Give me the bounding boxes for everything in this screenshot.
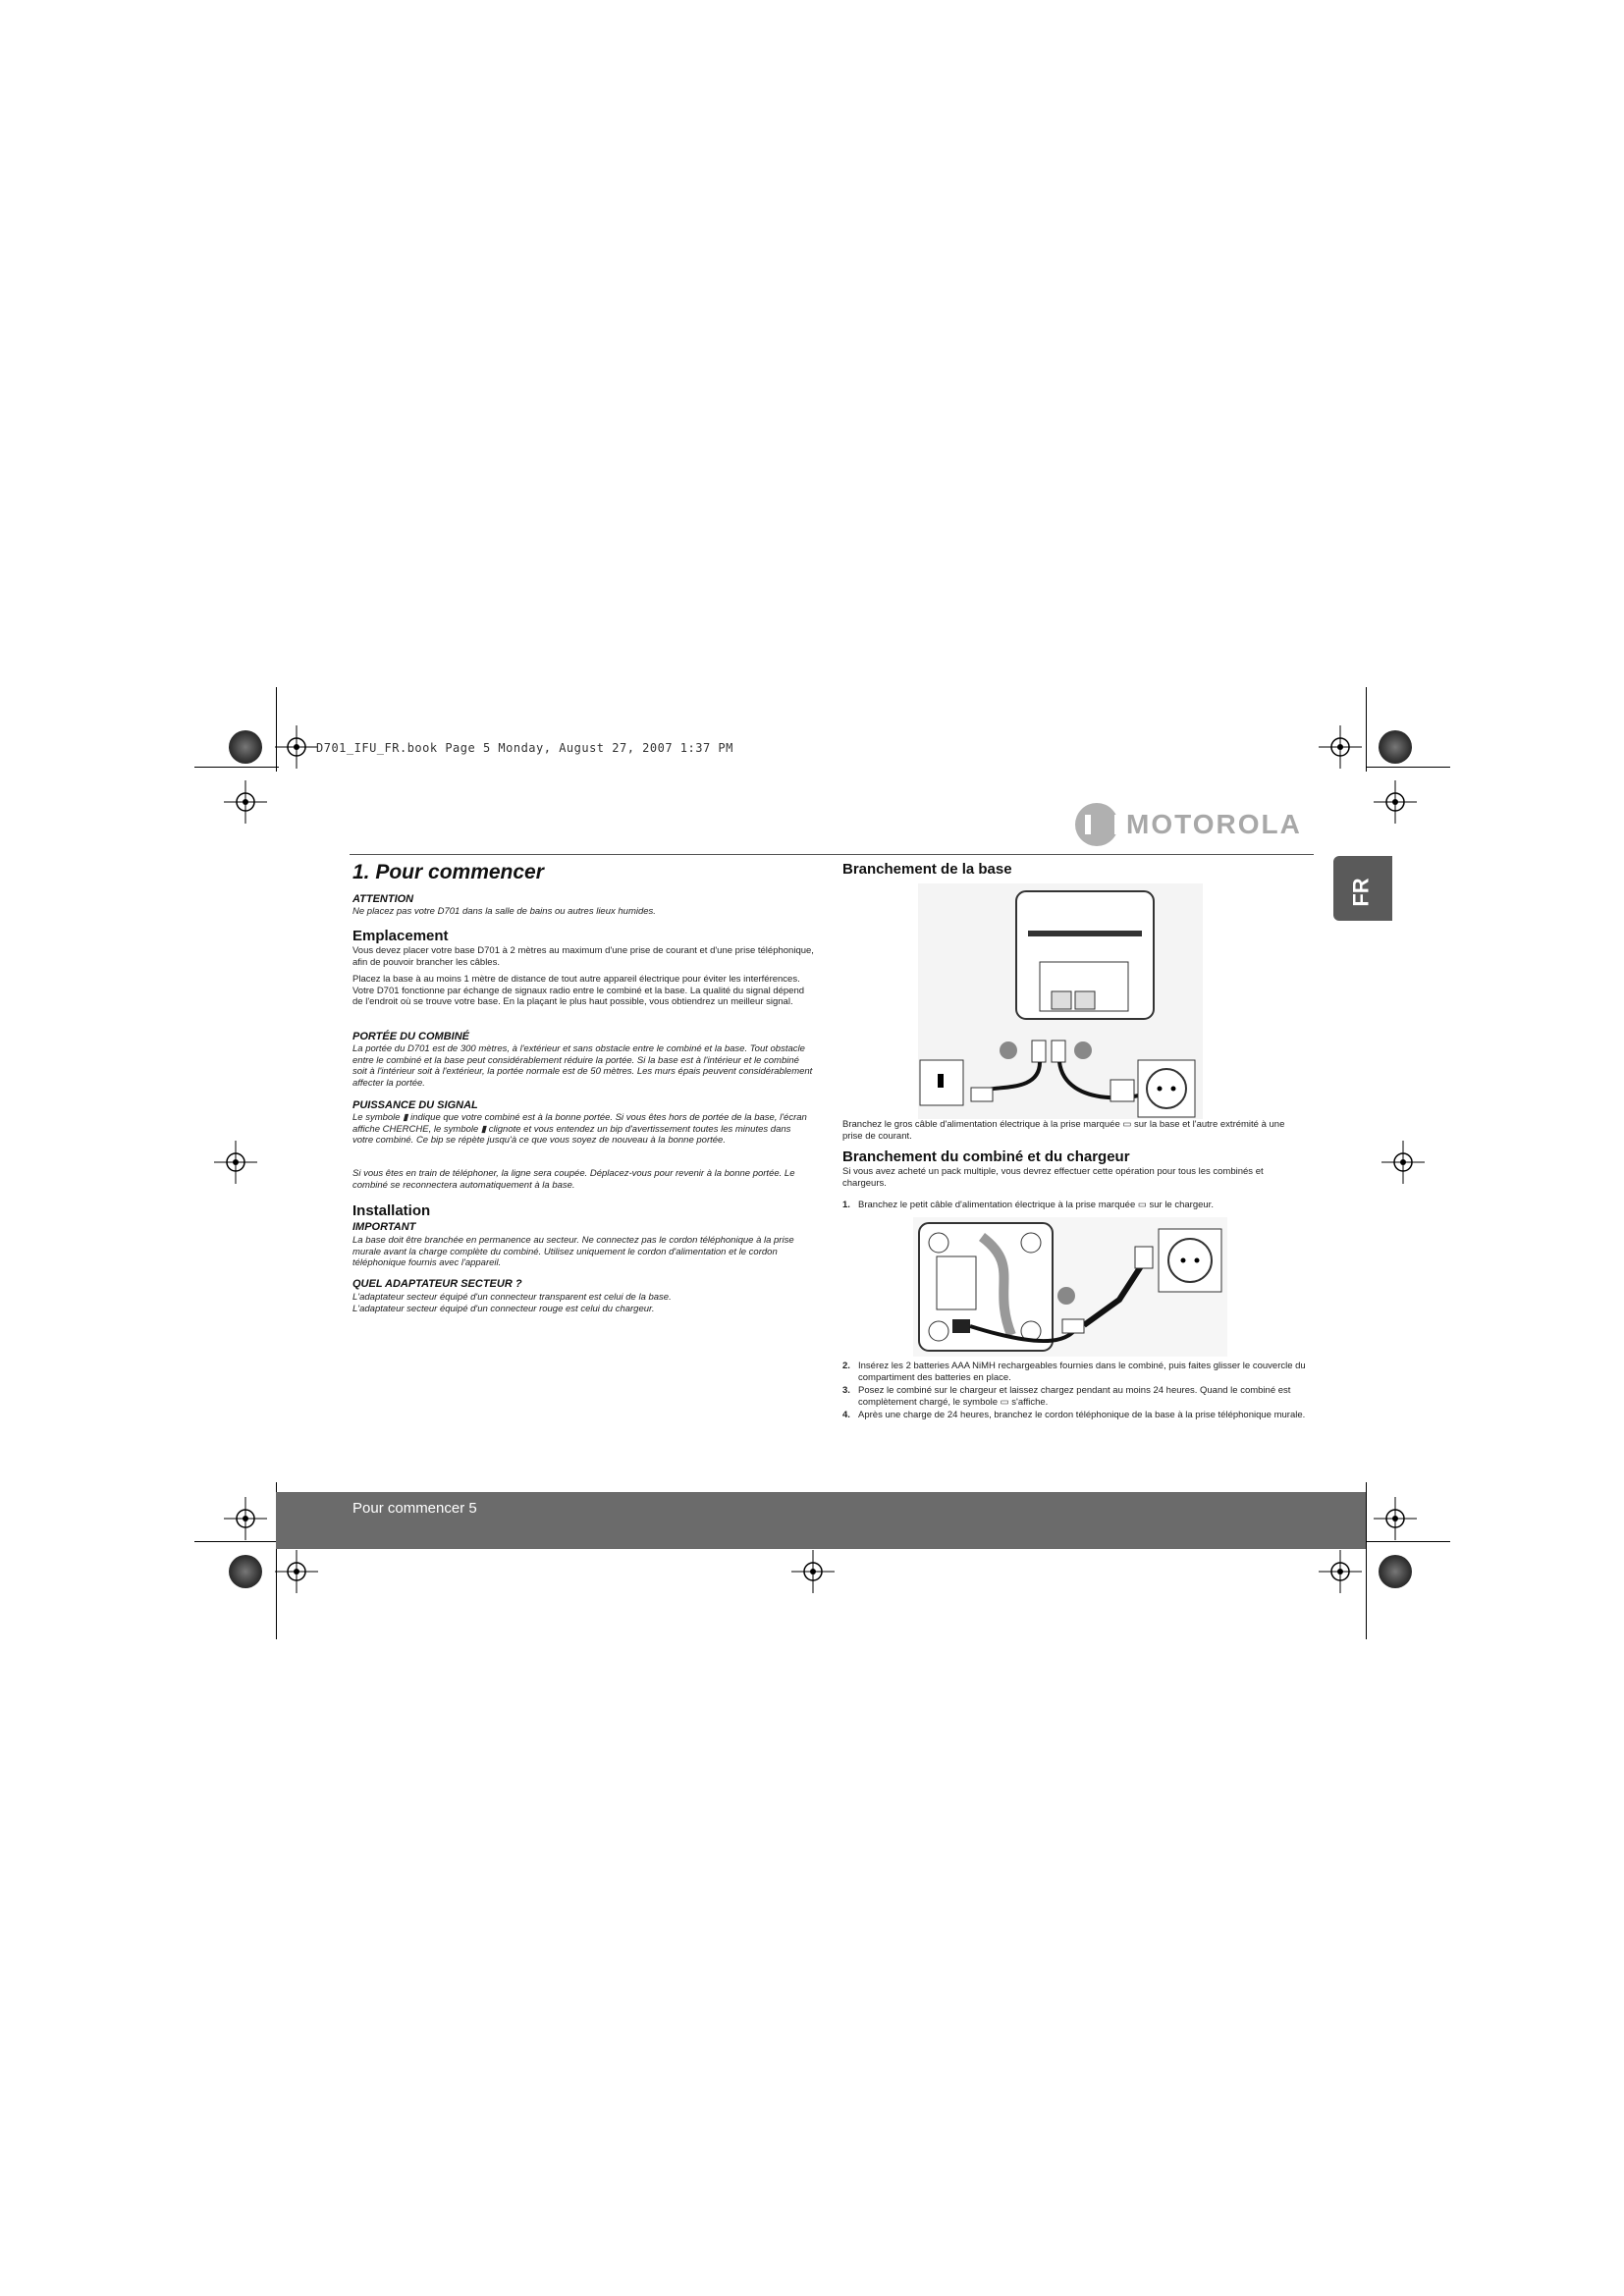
crop-mark: [1366, 1482, 1367, 1639]
registration-mark-icon: [224, 780, 267, 824]
step-number: 4.: [842, 1410, 850, 1420]
step-text: Après une charge de 24 heures, branchez le cordon téléphonique de la base à la prise téléphonique murale.: [858, 1410, 1306, 1420]
crop-mark: [1366, 1541, 1450, 1542]
important-heading: IMPORTANT: [352, 1221, 416, 1233]
emplacement-paragraph-2: Placez la base à au moins 1 mètre de distance de tout autre appareil électrique pour éviter les interférences. Votre D701 fonctionne par échange de signaux radio entre le combiné et la base. La qualité du signal dépend de l'endroit où se trouve votre base. En la plaçant le plus haut possible, vous obtiendrez un meilleur signal.: [352, 974, 805, 1007]
registration-disc: [1379, 730, 1412, 764]
charger-connection-illustration: [913, 1217, 1227, 1357]
attention-text: Ne placez pas votre D701 dans la salle de bains ou autres lieux humides.: [352, 906, 656, 917]
registration-mark-icon: [224, 1497, 267, 1540]
list-item: [842, 1200, 1314, 1211]
crop-mark: [194, 767, 279, 768]
step-text: Branchez le petit câble d'alimentation électrique à la prise marquée ▭ sur le chargeur.: [858, 1200, 1214, 1210]
emplacement-paragraph-1: Vous devez placer votre base D701 à 2 mètres au maximum d'une prise de courant et d'une prise téléphonique, afin de pouvoir brancher les câbles.: [352, 945, 814, 968]
registration-disc: [229, 1555, 262, 1588]
brand-logo: [1075, 803, 1302, 846]
adapter-heading: QUEL ADAPTATEUR SECTEUR ?: [352, 1278, 522, 1290]
step-number: 1.: [842, 1200, 850, 1210]
list-item: [842, 1361, 1314, 1383]
header-rule: [350, 854, 1314, 855]
attention-heading: ATTENTION: [352, 893, 414, 905]
portee-text: La portée du D701 est de 300 mètres, à l'extérieur et sans obstacle entre le combiné et la base. Tout obstacle entre le combiné et la base peut considérablement réduire la portée. Si la base est à l'intérieur et le combiné soit à l'intérieur soit à l'extérieur, la portée normale est de 50 mètres. Les murs épais peuvent considérablement affecter la portée.: [352, 1043, 813, 1089]
registration-mark-icon: [214, 1141, 257, 1184]
emplacement-heading: Emplacement: [352, 928, 449, 944]
crop-mark: [1366, 687, 1367, 772]
motorola-logo-icon: [1075, 803, 1118, 846]
portee-heading: PORTÉE DU COMBINÉ: [352, 1031, 469, 1042]
base-connection-heading: Branchement de la base: [842, 861, 1012, 878]
footer-band: [276, 1492, 1366, 1549]
charger-steps-continued: [842, 1361, 1314, 1423]
registration-mark-icon: [1319, 1550, 1362, 1593]
step-number: 3.: [842, 1385, 850, 1396]
charger-steps: [842, 1200, 1314, 1213]
important-text: La base doit être branchée en permanence au secteur. Ne connectez pas le cordon téléphonique à la prise murale avant la charge complète du combiné. Utilisez uniquement le cordon d'alimentation et le cordon téléphonique fournis avec l'appareil.: [352, 1235, 794, 1268]
footer-text: Pour commencer 5: [352, 1500, 477, 1517]
registration-mark-icon: [1381, 1141, 1425, 1184]
registration-mark-icon: [275, 1550, 318, 1593]
list-item: [842, 1385, 1314, 1408]
registration-mark-icon: [1319, 725, 1362, 769]
step-number: 2.: [842, 1361, 850, 1371]
registration-disc: [1379, 1555, 1412, 1588]
adapter-text-2: L'adaptateur secteur équipé d'un connecteur rouge est celui du chargeur.: [352, 1304, 655, 1314]
crop-mark: [194, 1541, 279, 1542]
puissance-heading: PUISSANCE DU SIGNAL: [352, 1099, 478, 1111]
puissance-paragraph-2: Si vous êtes en train de téléphoner, la ligne sera coupée. Déplacez-vous pour revenir à la bonne portée. Le combiné se reconnectera automatiquement à la base.: [352, 1168, 795, 1191]
puissance-paragraph-1: Le symbole ▮ indique que votre combiné est à la bonne portée. Si vous êtes hors de portée de la base, l'écran affiche CHERCHE, le symbole ▮ clignote et vous entendez un bip d'avertissement toutes les minutes dans votre combiné. Ce bip se répète jusqu'à ce que vous soyez de nouveau à la bonne portée.: [352, 1112, 807, 1146]
adapter-text-1: L'adaptateur secteur équipé d'un connecteur transparent est celui de la base.: [352, 1292, 672, 1303]
step-text: Insérez les 2 batteries AAA NiMH rechargeables fournies dans le combiné, puis faites glisser le couvercle du compartiment des batteries en place.: [858, 1361, 1306, 1383]
installation-heading: Installation: [352, 1202, 431, 1219]
registration-mark-icon: [1374, 1497, 1417, 1540]
charger-intro: Si vous avez acheté un pack multiple, vous devrez effectuer cette opération pour tous les combinés et chargeurs.: [842, 1166, 1264, 1189]
registration-mark-icon: [275, 725, 318, 769]
list-item: [842, 1410, 1314, 1421]
base-connection-illustration: [918, 883, 1203, 1119]
page-title: 1. Pour commencer: [352, 861, 544, 883]
brand-name: MOTOROLA: [1126, 809, 1302, 839]
language-tab: [1333, 856, 1392, 921]
base-connection-caption: Branchez le gros câble d'alimentation électrique à la prise marquée ▭ sur la base et l'autre extrémité à une prise de courant.: [842, 1119, 1285, 1142]
file-info-line: D701_IFU_FR.book Page 5 Monday, August 27, 2007 1:37 PM: [316, 741, 733, 755]
crop-mark: [1366, 767, 1450, 768]
language-tab-label: FR: [1348, 878, 1374, 907]
charger-connection-heading: Branchement du combiné et du chargeur: [842, 1148, 1130, 1165]
registration-mark-icon: [791, 1550, 835, 1593]
registration-mark-icon: [1374, 780, 1417, 824]
step-text: Posez le combiné sur le chargeur et laissez chargez pendant au moins 24 heures. Quand le combiné est complètement chargé, le symbole ▭ s'affiche.: [858, 1385, 1291, 1408]
registration-disc: [229, 730, 262, 764]
